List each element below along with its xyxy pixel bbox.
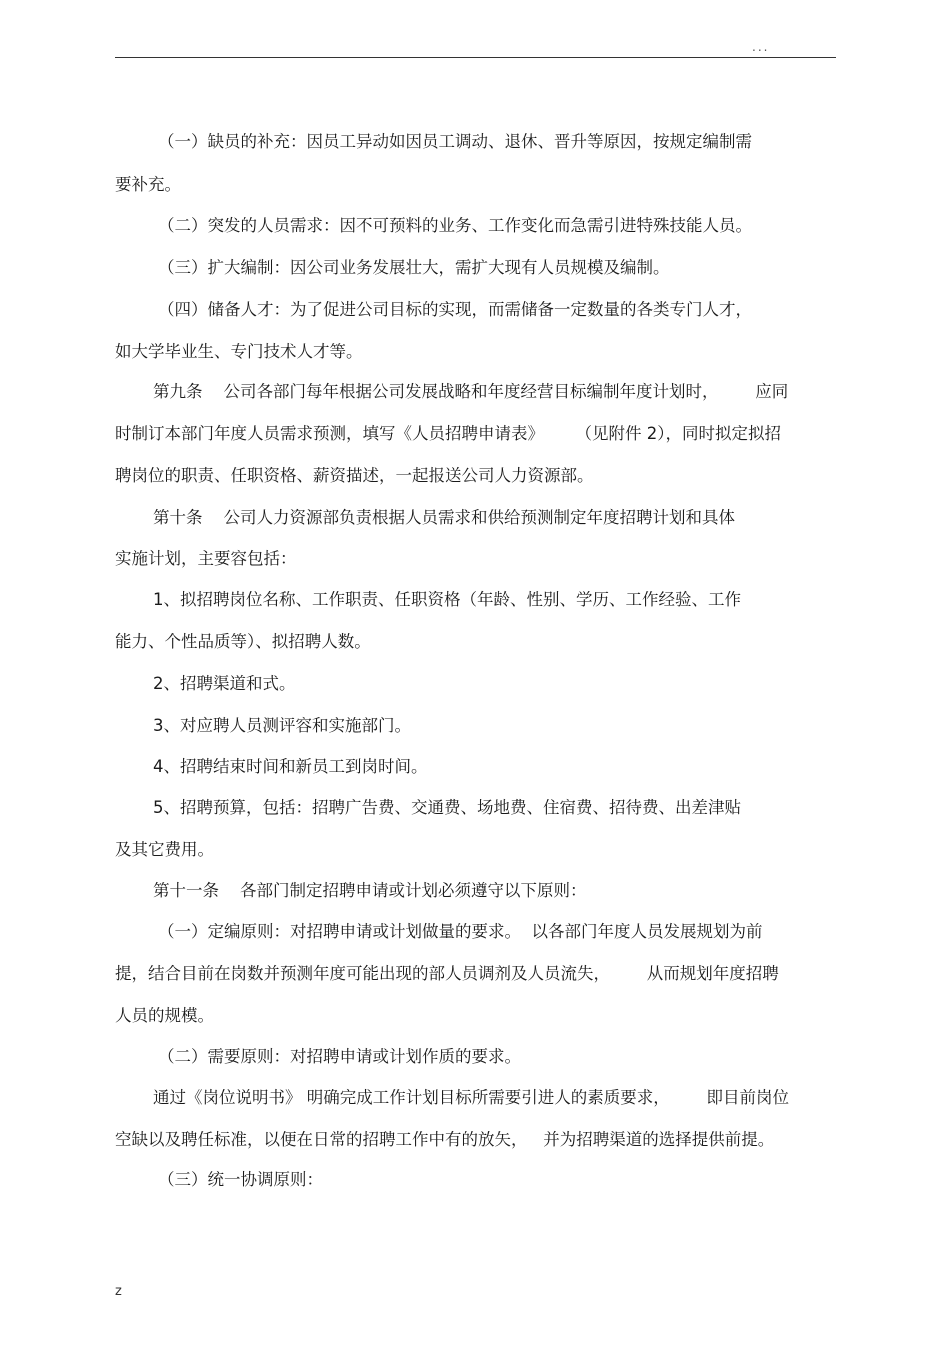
text-line: 5、招聘预算，包括：招聘广告费、交通费、场地费、住宿费、招待费、出差津贴 (153, 798, 741, 817)
text-line: 及其它费用。 (115, 840, 214, 859)
text-line: （三）统一协调原则： (158, 1170, 323, 1189)
text-line: 实施计划，主要容包括： (115, 549, 297, 568)
text-line: 提，结合目前在岗数并预测年度可能出现的部人员调剂及人员流失， 从而规划年度招聘 (115, 964, 779, 983)
text-line: 1、拟招聘岗位名称、工作职责、任职资格（年龄、性别、学历、工作经验、工作 (153, 590, 741, 609)
text-line: 第九条 公司各部门每年根据公司发展战略和年度经营目标编制年度计划时， 应同 (153, 382, 789, 401)
text-line: 人员的规模。 (115, 1006, 214, 1025)
text-line: 如大学毕业生、专门技术人才等。 (115, 342, 363, 361)
text-line: （二）突发的人员需求：因不可预料的业务、工作变化而急需引进特殊技能人员。 (158, 216, 752, 235)
text-line: 4、招聘结束时间和新员工到岗时间。 (153, 757, 428, 776)
text-line: 3、对应聘人员测评容和实施部门。 (153, 716, 411, 735)
text-line: 要补充。 (115, 175, 181, 194)
text-line: 2、招聘渠道和式。 (153, 674, 296, 693)
footer-mark: z (115, 1284, 122, 1299)
text-line: 聘岗位的职责、任职资格、薪资描述，一起报送公司人力资源部。 (115, 466, 594, 485)
text-line: （二）需要原则：对招聘申请或计划作质的要求。 (158, 1047, 521, 1066)
header-rule (115, 57, 836, 58)
header-dots: ... (752, 40, 770, 54)
text-line: 第十一条 各部门制定招聘申请或计划必须遵守以下原则： (153, 881, 587, 900)
text-line: 空缺以及聘任标准，以便在日常的招聘工作中有的放矢， 并为招聘渠道的选择提供前提。 (115, 1130, 775, 1149)
text-line: （一）缺员的补充：因员工异动如因员工调动、退休、晋升等原因，按规定编制需 (158, 132, 752, 151)
text-line: 通过《岗位说明书》 明确完成工作计划目标所需要引进人的素质要求， 即目前岗位 (153, 1088, 789, 1107)
text-line: 时制订本部门年度人员需求预测，填写《人员招聘申请表》 （见附件 2），同时拟定拟招 (115, 424, 781, 443)
text-line: （一）定编原则：对招聘申请或计划做量的要求。 以各部门年度人员发展规划为前 (158, 922, 763, 941)
text-line: 能力、个性品质等）、拟招聘人数。 (115, 632, 371, 651)
text-line: （三）扩大编制：因公司业务发展壮大，需扩大现有人员规模及编制。 (158, 258, 670, 277)
text-line: （四）储备人才：为了促进公司目标的实现，而需储备一定数量的各类专门人才， (158, 300, 752, 319)
text-line: 第十条 公司人力资源部负责根据人员需求和供给预测制定年度招聘计划和具体 (153, 508, 735, 527)
